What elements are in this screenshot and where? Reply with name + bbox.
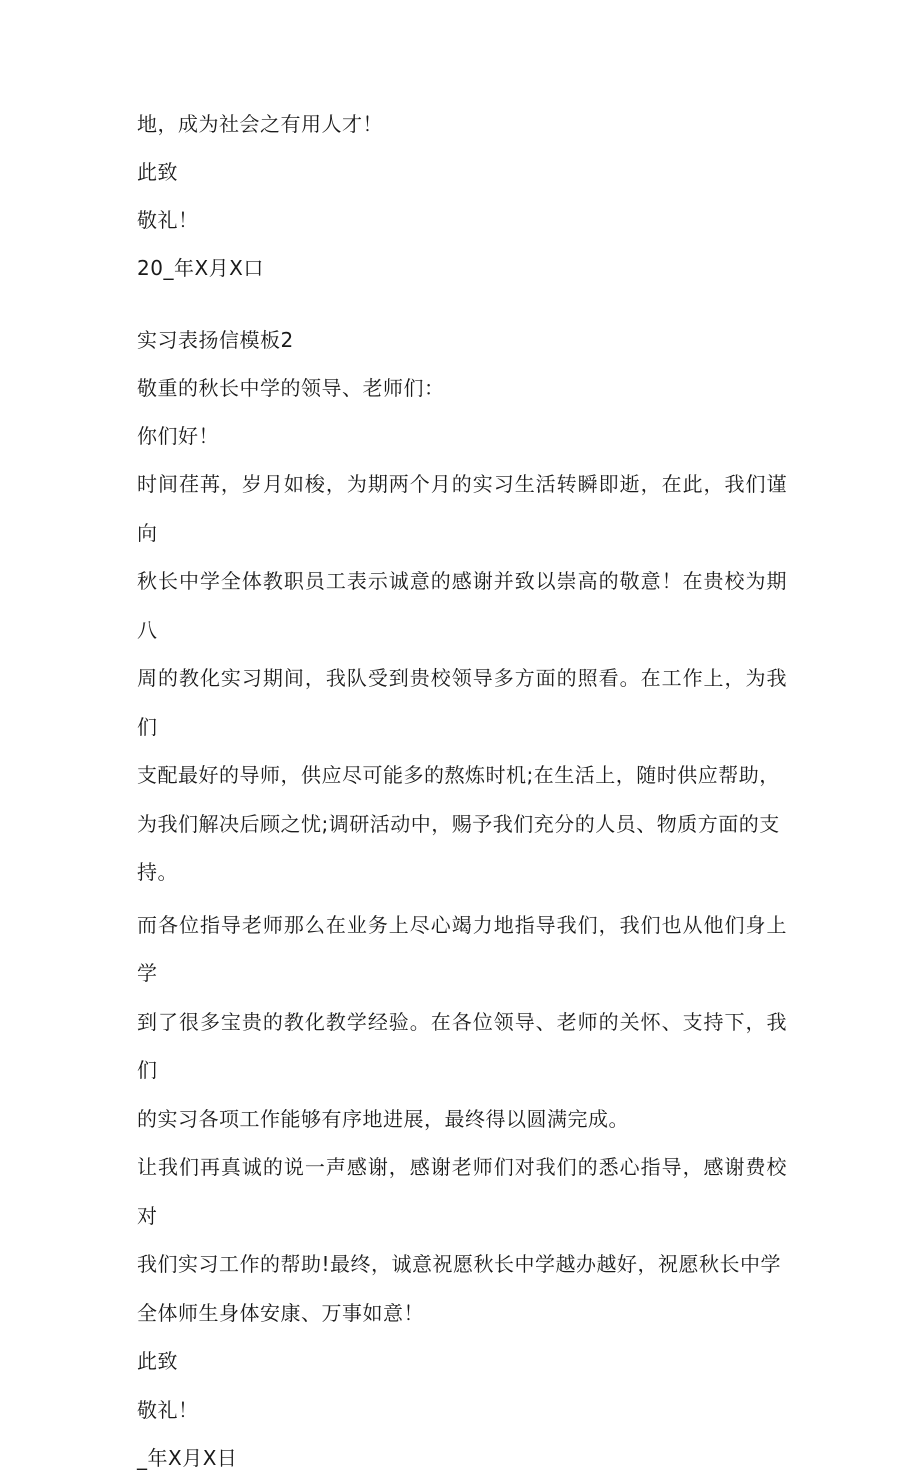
paragraph-line: 而各位指导老师那么在业务上尽心竭力地指导我们，我们也从他们身上学: [137, 912, 787, 985]
paragraph-line: 周的教化实习期间，我队受到贵校领导多方面的照看。在工作上，为我们: [137, 666, 787, 739]
letter1-salutation-2: 敬礼！: [137, 208, 199, 232]
letter1-closing-line: 地，成为社会之有用人才！: [137, 112, 383, 136]
letter2-paragraph-3: [137, 1143, 787, 1337]
paragraph-line: 时间荏苒，岁月如梭，为期两个月的实习生活转瞬即逝，在此，我们谨向: [137, 472, 787, 545]
paragraph-line: 为我们解决后顾之忧;调研活动中，赐予我们充分的人员、物质方面的支: [137, 811, 780, 836]
paragraph-line: 支配最好的导师，供应尽可能多的熬炼时机;在生活上，随时供应帮助，: [137, 763, 780, 787]
letter2-date: _年X月X日: [137, 1446, 238, 1470]
paragraph-line: 秋长中学全体教职员工表示诚意的感谢并致以崇高的敬意！在贵校为期八: [137, 569, 787, 642]
letter1-salutation-1: 此致: [137, 160, 178, 184]
letter2-addressee: 敬重的秋长中学的领导、老师们：: [137, 376, 445, 400]
letter2-salutation-1: 此致: [137, 1349, 178, 1373]
letter2-salutation-2: 敬礼！: [137, 1397, 199, 1422]
letter2-paragraph-1: [137, 460, 787, 897]
letter1-date: 20_年X月X口: [137, 256, 264, 280]
paragraph-line: 让我们再真诚的说一声感谢，感谢老师们对我们的悉心指导，感谢费校对: [137, 1155, 787, 1228]
document-body: [137, 112, 787, 1483]
paragraph-line: 我们实习工作的帮助!最终，诚意祝愿秋长中学越办越好，祝愿秋长中学: [137, 1252, 782, 1276]
letter2-title: 实习表扬信模板2: [137, 328, 294, 352]
letter2-greeting: 你们好！: [137, 424, 219, 448]
letter2-paragraph-2: [137, 901, 787, 1144]
paragraph-line: 全体师生身体安康、万事如意！: [137, 1300, 424, 1325]
paragraph-line: 到了很多宝贵的教化教学经验。在各位领导、老师的关怀、支持下，我们: [137, 1009, 787, 1082]
paragraph-line: 持。: [137, 860, 178, 884]
paragraph-line: 的实习各项工作能够有序地进展，最终得以圆满完成。: [137, 1106, 629, 1131]
